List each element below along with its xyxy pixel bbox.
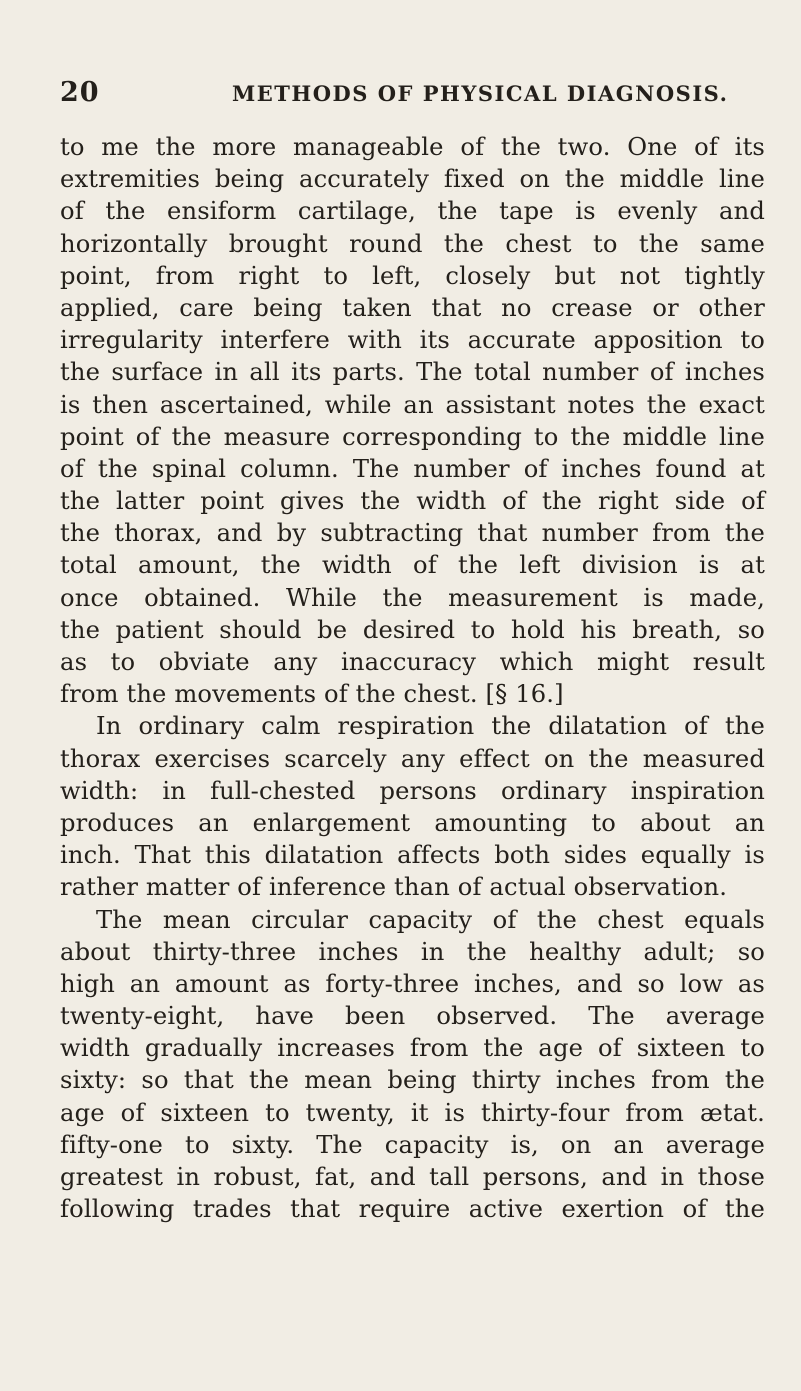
text-line: extremities being accurately fixed on the middle line: [60, 165, 765, 194]
text-line: age of sixteen to twenty, it is thirty-four from ætat.: [60, 1098, 765, 1127]
text-line: produces an enlargement amounting to about an: [60, 808, 765, 837]
text-line: irregularity interfere with its accurate apposition to: [60, 326, 765, 355]
text-line: fifty-one to sixty. The capacity is, on an average: [60, 1130, 765, 1159]
text-line: to me the more manageable of the two. One of its: [60, 133, 765, 161]
paragraph-start-line: In ordinary calm respiration the dilatation of the: [96, 712, 765, 741]
text-line: twenty-eight, have been observed. The average: [60, 1002, 765, 1031]
text-line: the patient should be desired to hold his breath, so: [60, 615, 765, 644]
text-line: horizontally brought round the chest to the same: [60, 229, 765, 258]
text-line: of the spinal column. The number of inches found at: [60, 454, 765, 483]
text-line: once obtained. While the measurement is made,: [60, 583, 765, 612]
text-line: the surface in all its parts. The total number of inches: [60, 358, 765, 387]
text-line: is then ascertained, while an assistant notes the exact: [60, 390, 765, 419]
text-line: as to obviate any inaccuracy which might result: [60, 648, 765, 676]
text-line: the latter point gives the width of the right side of: [60, 487, 765, 516]
text-line: point, from right to left, closely but not tightly: [60, 261, 765, 290]
text-line: greatest in robust, fat, and tall persons, and in those: [60, 1163, 765, 1191]
text-line: thorax exercises scarcely any effect on the measured: [60, 744, 765, 773]
text-line: rather matter of inference than of actual observation.: [60, 873, 728, 902]
text-line: applied, care being taken that no crease or other: [60, 293, 765, 322]
page-number: 20: [60, 77, 100, 108]
text-line: from the movements of the chest. [§ 16.]: [60, 680, 564, 709]
text-line: about thirty-three inches in the healthy adult; so: [60, 937, 765, 966]
paragraph-start-line: The mean circular capacity of the chest equals: [96, 905, 765, 934]
text-line: width gradually increases from the age of sixteen to: [60, 1034, 765, 1063]
text-line: high an amount as forty-three inches, and so low as: [60, 969, 765, 998]
text-line: width: in full-chested persons ordinary inspiration: [60, 776, 765, 805]
text-line: following trades that require active exertion of the: [60, 1195, 765, 1224]
text-line: inch. That this dilatation affects both sides equally is: [60, 841, 765, 870]
body-text: [60, 131, 765, 1225]
running-head: METHODS OF PHYSICAL DIAGNOSIS.: [232, 81, 729, 106]
text-line: of the ensiform cartilage, the tape is evenly and: [60, 197, 765, 226]
text-line: sixty: so that the mean being thirty inches from the: [60, 1066, 765, 1095]
text-line: point of the measure corresponding to the middle line: [60, 422, 765, 451]
text-line: total amount, the width of the left division is at: [60, 551, 765, 580]
page-header: [60, 78, 760, 108]
text-line: the thorax, and by subtracting that number from the: [60, 519, 765, 548]
